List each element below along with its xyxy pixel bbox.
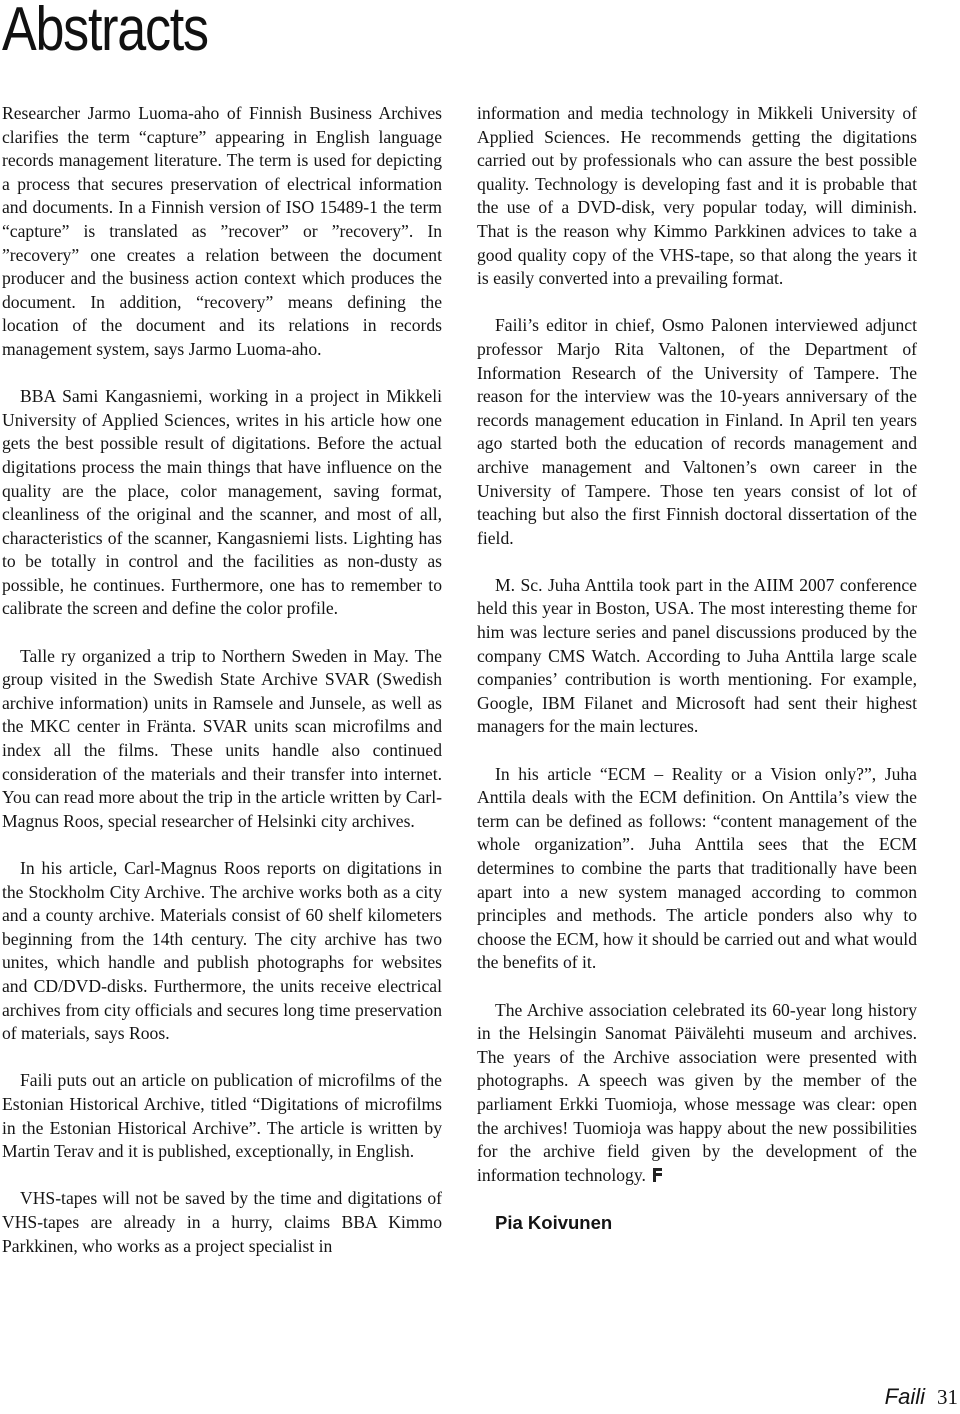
abstract-kangasniemi: BBA Sami Kangasniemi, working in a project in Mikkeli University of Applied Sciences, writes in his article how one gets the best possible result of digitations. Before the actual digitations process the main things that have influence on the quality are the place, color management, saving format, cleanliness of the original and the scanner, and most of all, characteristics of the scanner, Kangasniemi lists. Lighting has to be totally in control and the facilities as non-dusty as possible, he continues. Furthermore, one has to remember to calibrate the screen and define the color profile. (2, 386, 442, 619)
abstract-archive-association (477, 999, 917, 1188)
page-title: Abstracts (2, 0, 208, 64)
page-number: 31 (937, 1385, 958, 1409)
author-name: Pia Koivunen (495, 1211, 613, 1233)
abstract-ecm-article: In his article “ECM – Reality or a Vision only?”, Juha Anttila deals with the ECM definition. On Anttila’s view the term can be defined as follows: “content management of the whole organization”. Juha Anttila sees that the ECM determines to combine the parts that traditionally have been apart into a new system managed according to common principles and methods. The article ponders also why to choose the ECM, how it should be carried out and what would the benefits of it. (477, 763, 917, 973)
page-footer (885, 1384, 958, 1410)
faili-end-mark-icon (651, 1168, 662, 1182)
abstract-estonian-archive: Faili puts out an article on publication of microfilms of the Estonian Historical Archive, titled “Digitations of microfilms in the Estonian Historical Archive”. The article is written by Martin Terav and it is published, exceptionally, in English. (2, 1070, 442, 1162)
abstract-archive-association-text: The Archive association celebrated its 60-year long history in the Helsingin Sanomat Päivälehti museum and archives. The years of the Archive association were presented with photographs. A speech was given by the member of the parliament Erkki Tuomioja, whose message was clear: open the archives! Tuomioja was happy about the new possibilities for the archive field given by the development of the information technology. (477, 999, 917, 1185)
magazine-name: Faili (884, 1384, 925, 1409)
abstract-talle-trip: Talle ry organized a trip to Northern Sweden in May. The group visited in the Swedish State Archive SVAR (Swedish archive information) units in Ramsele and Junsele, as well as the MKC center in Fränta. SVAR units scan microfilms and index all the films. These units handle also continued consideration of the materials and their transfer into internet. You can read more about the trip in the article written by Carl-Magnus Roos, special researcher of Helsinki city archives. (2, 645, 442, 831)
abstract-valtonen-interview: Faili’s editor in chief, Osmo Palonen interviewed adjunct professor Marjo Rita Valtonen, of the Department of Information Research of the University of Tampere. The reason for the interview was the 10-years anniversary of the records management education in Finland. In April ten years ago started both the education of records management and archive management and Valtonen’s own career in the University of Tampere. Those ten years consist of lot of teaching but also the first Finnish doctoral dissertation of the field. (477, 315, 917, 548)
right-column (477, 102, 917, 1235)
abstract-vhs-continued: information and media technology in Mikkeli University of Applied Sciences. He recommends getting the digitations carried out by professionals who can assure the best possible quality. Technology is developing fast and it is probable that the use of a DVD-disk, very popular today, will diminish. That is the reason why Kimmo Parkkinen advices to take a good quality copy of the VHS-tape, so that along the years it is easily converted into a prevailing format. (477, 103, 917, 289)
abstract-aiim-conference: M. Sc. Juha Anttila took part in the AIIM 2007 conference held this year in Boston, USA. The most interesting theme for him was lecture series and panel discussions produced by the company CMS Watch. According to Juha Anttila large scale companies’ contribution is worth mentioning. For example, Google, IBM Filanet and Microsoft had sent their highest managers for the main lectures. (477, 574, 917, 737)
left-column (2, 102, 442, 1282)
abstract-stockholm-archive: In his article, Carl-Magnus Roos reports on digitations in the Stockholm City Archive. The archive works both as a city and a county archive. Materials consist of 60 shelf kilometers beginning from the 14th century. The city archive has two unites, which handle and publish photographs for websites and CD/DVD-disks. Furthermore, the units receive electrical archives from city officials and secures long time preservation of materials, says Roos. (2, 858, 442, 1044)
abstract-luoma-aho: Researcher Jarmo Luoma-aho of Finnish Business Archives clarifies the term “capture” appearing in English language records management literature. The term is used for depicting a process that secures preservation of electrical information and documents. In a Finnish version of ISO 15489-1 the term “capture” is translated as ”recover” or ”recovery”. In ”recovery” one creates a relation between the document producer and the business action context which produces the document. In addition, “recovery” means defining the location of the document and its relations in records management system, says Jarmo Luoma-aho. (2, 103, 442, 359)
abstract-vhs-tapes: VHS-tapes will not be saved by the time and digitations of VHS-tapes are already in a hurry, claims BBA Kimmo Parkkinen, who works as a project specialist in (2, 1188, 442, 1256)
